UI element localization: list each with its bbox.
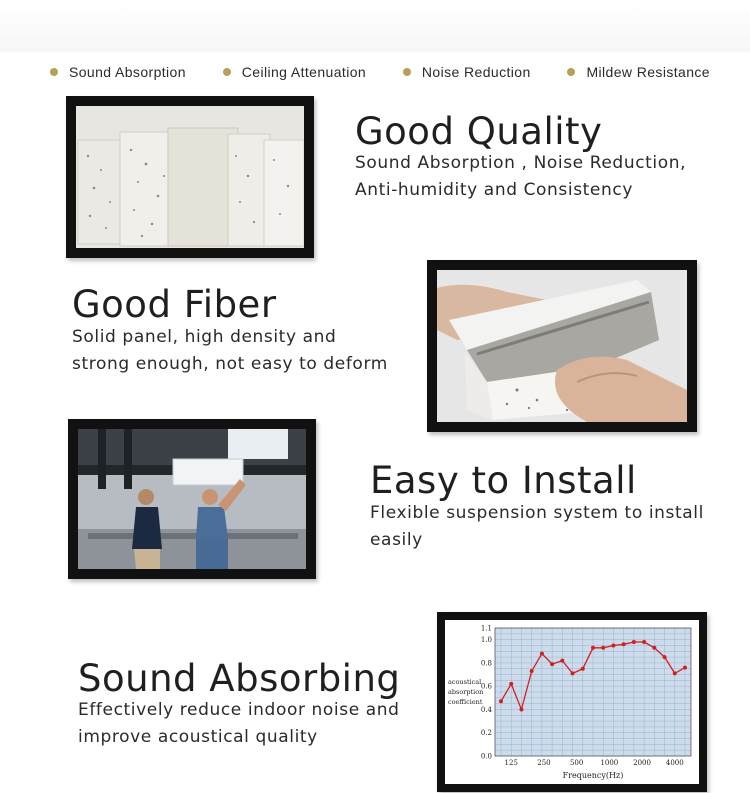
desc-line: improve acoustical quality [78, 727, 318, 747]
feature-item [223, 64, 366, 80]
data-point [652, 646, 656, 650]
data-point [550, 662, 554, 666]
data-point [560, 659, 564, 663]
x-tick-label: 500 [569, 759, 584, 767]
top-band [0, 0, 750, 52]
bullet-dot-icon [50, 68, 58, 76]
data-point [683, 666, 687, 670]
x-axis-label: Frequency(Hz) [562, 771, 624, 780]
data-point [663, 655, 667, 659]
data-point [581, 667, 585, 671]
data-point [509, 682, 513, 686]
y-tick-label: 0.8 [480, 659, 492, 668]
data-point [642, 640, 646, 644]
y-tick-label: 1.0 [480, 636, 492, 645]
data-point [540, 652, 544, 656]
data-point [499, 699, 503, 703]
desc-line: Flexible suspension system to install [370, 503, 704, 523]
feature-label: Sound Absorption [69, 64, 186, 80]
absorption-chart-frame [437, 612, 707, 792]
section-title-easy-to-install: Easy to Install [370, 459, 637, 502]
x-tick-label: 1000 [600, 759, 619, 767]
data-point [673, 671, 677, 675]
data-point [571, 671, 575, 675]
desc-line: Sound Absorption , Noise Reduction, [355, 153, 687, 173]
x-tick-label: 125 [504, 759, 518, 767]
y-tick-label: 0.6 [480, 682, 492, 691]
desc-line: Effectively reduce indoor noise and [78, 700, 400, 720]
y-axis-label-line: absorption [448, 688, 484, 696]
desc-line: strong enough, not easy to deform [72, 354, 388, 374]
bullet-dot-icon [223, 68, 231, 76]
y-tick-label: 1.1 [480, 624, 492, 633]
installation-photo [68, 419, 316, 579]
feature-item [403, 64, 531, 80]
y-tick-label: 0.0 [480, 752, 492, 761]
desc-line: Solid panel, high density and [72, 327, 337, 347]
data-point [632, 640, 636, 644]
y-tick-label: 0.4 [480, 705, 492, 714]
x-tick-label: 2000 [633, 759, 651, 767]
feature-item [50, 64, 186, 80]
broken-tile-photo [427, 260, 697, 432]
ceiling-tiles-photo [66, 96, 314, 258]
feature-label: Noise Reduction [421, 64, 531, 80]
section-desc-good-fiber [72, 324, 388, 378]
bullet-dot-icon [567, 68, 575, 76]
y-axis-label-line: acoustical [448, 678, 482, 686]
data-point [591, 646, 595, 650]
absorption-chart [445, 620, 699, 784]
feature-label: Mildew Resistance [586, 64, 710, 80]
y-tick-label: 0.2 [480, 729, 492, 738]
feature-label: Ceiling Attenuation [241, 64, 367, 80]
feature-list [50, 62, 710, 82]
desc-line: Anti-humidity and Consistency [355, 180, 633, 200]
section-title-sound-absorbing: Sound Absorbing [78, 657, 401, 700]
data-point [611, 643, 615, 647]
data-point [530, 669, 534, 673]
y-axis-label-line: coefficient [448, 698, 483, 706]
section-desc-good-quality [355, 150, 686, 204]
section-desc-easy-to-install [370, 500, 704, 554]
section-title-good-fiber: Good Fiber [72, 283, 277, 326]
section-desc-sound-absorbing [78, 697, 400, 751]
data-point [519, 707, 523, 711]
feature-item [567, 64, 710, 80]
data-point [601, 646, 605, 650]
x-tick-label: 250 [537, 759, 551, 767]
data-point [622, 642, 626, 646]
section-title-good-quality: Good Quality [355, 110, 603, 153]
x-tick-label: 4000 [665, 759, 684, 767]
bullet-dot-icon [403, 68, 411, 76]
desc-line: easily [370, 530, 423, 550]
